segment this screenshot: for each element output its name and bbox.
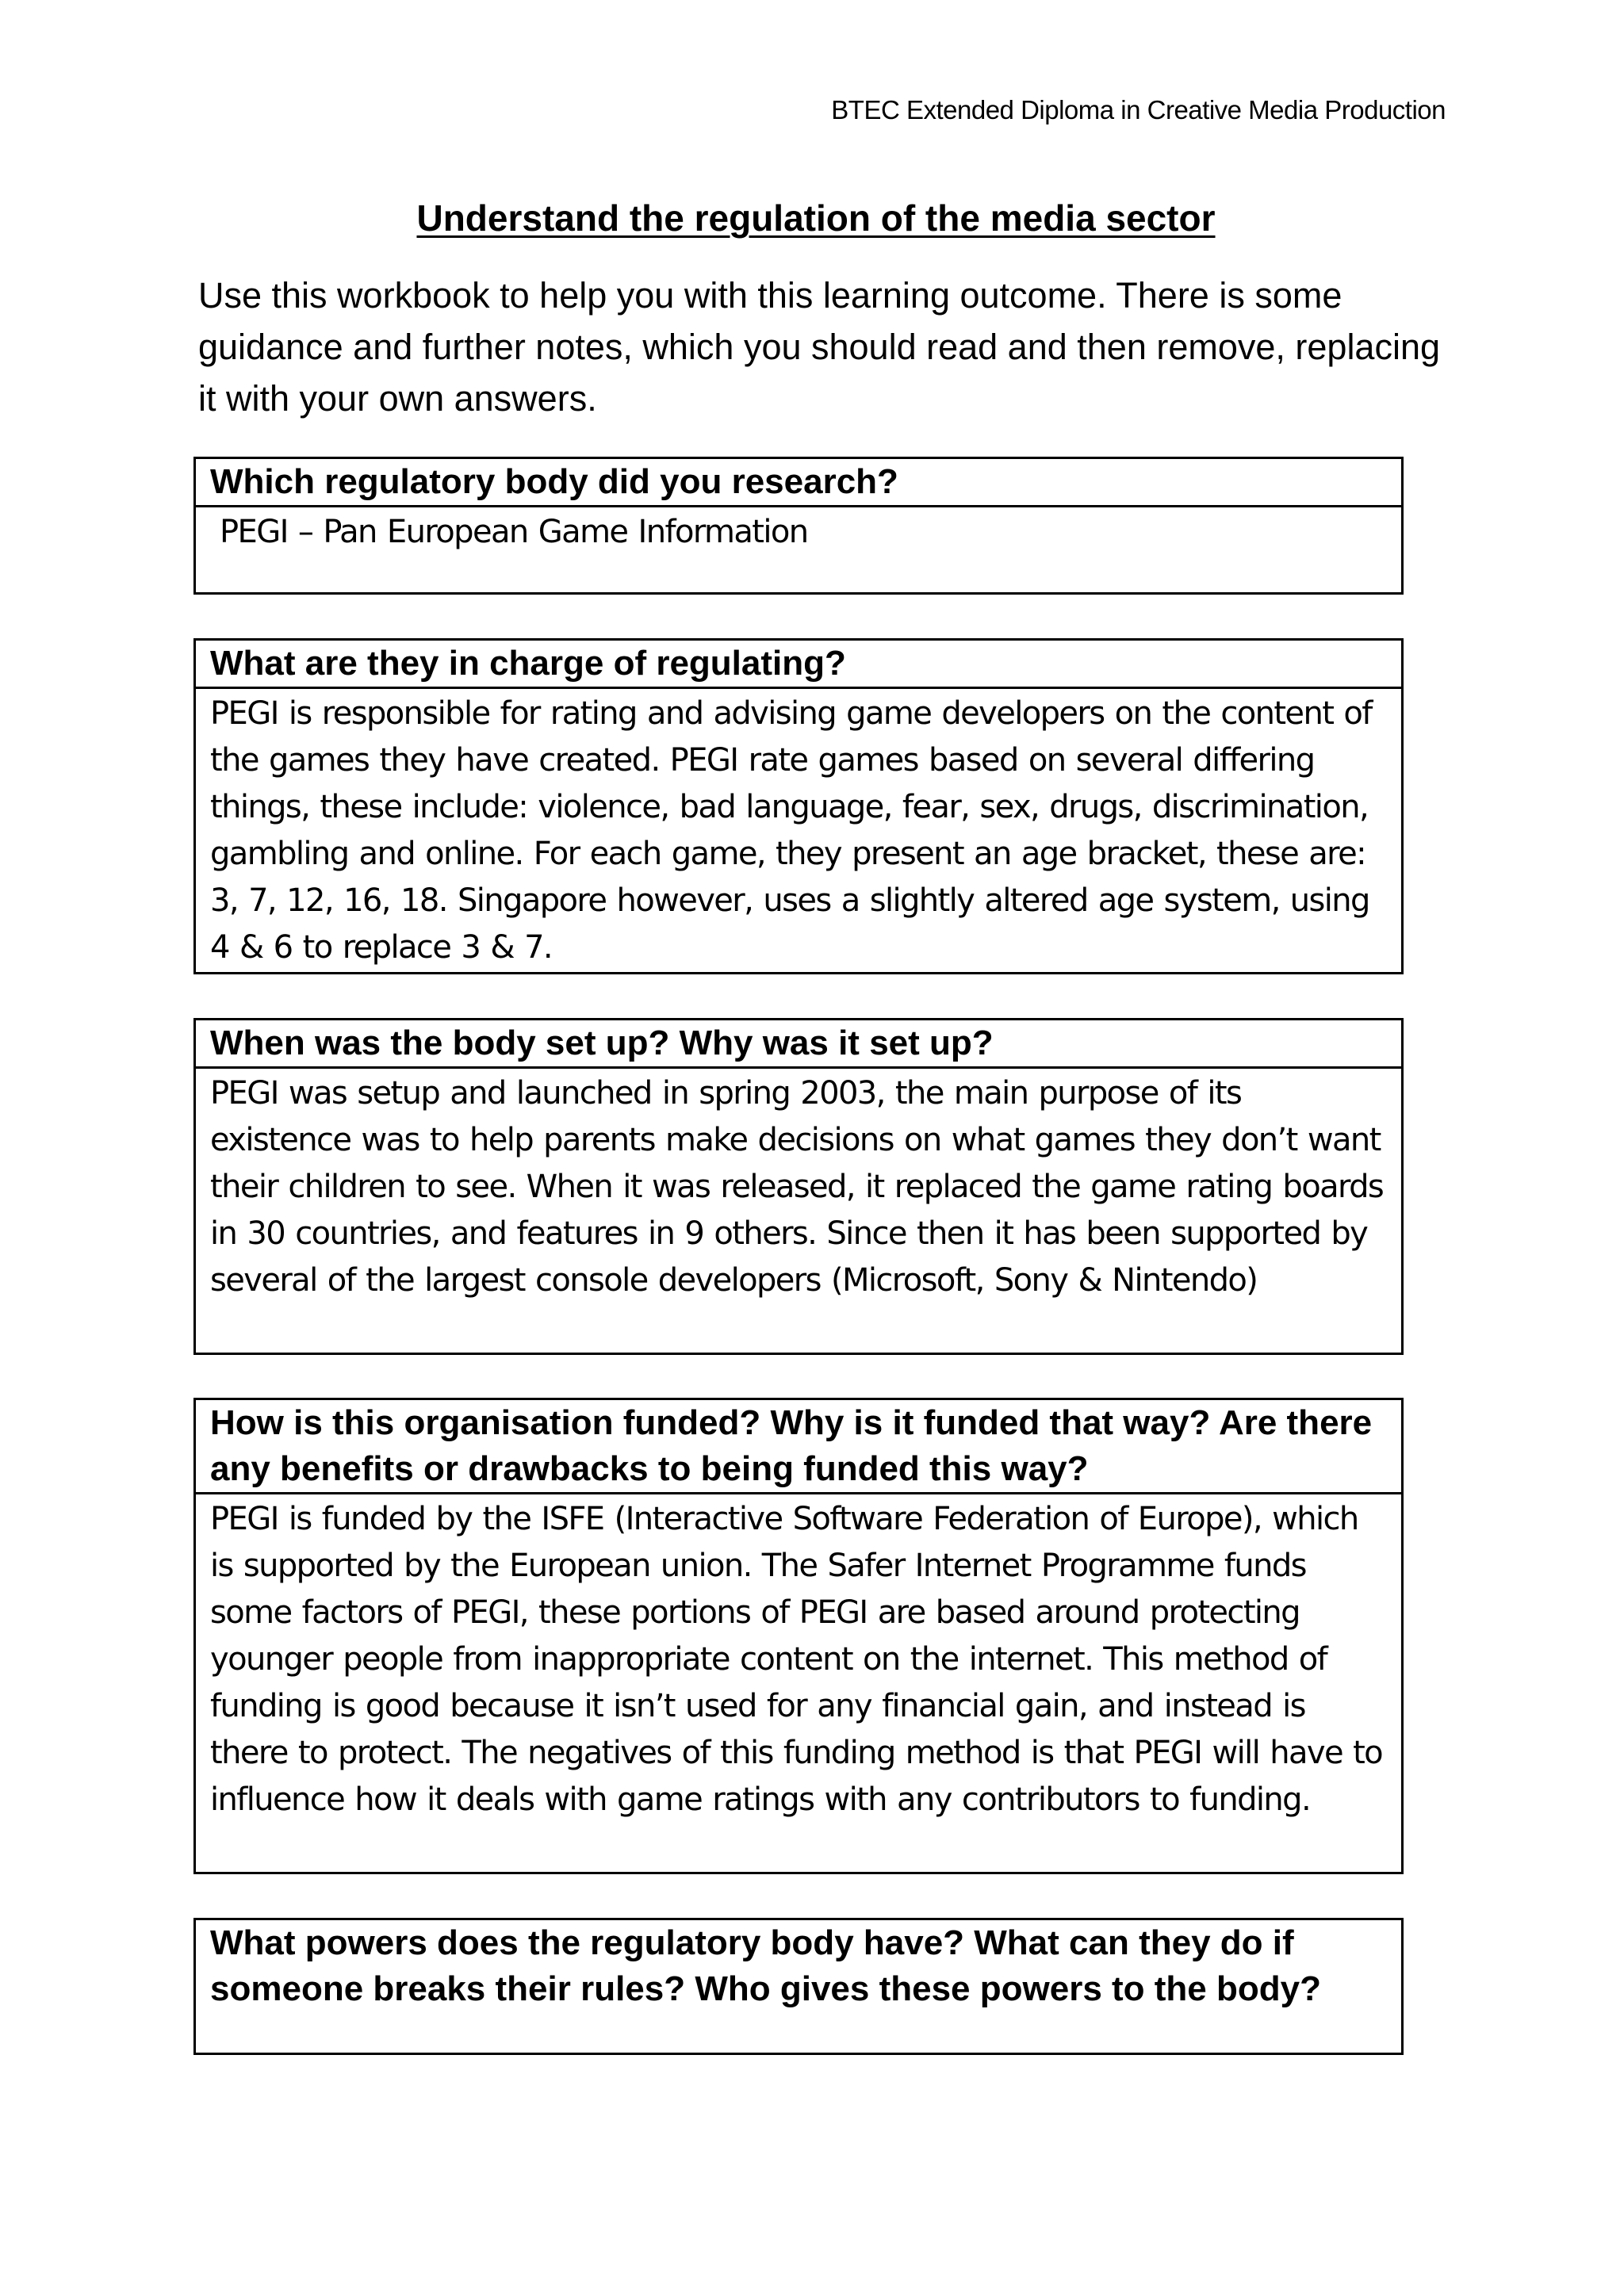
question-regulatory-body: Which regulatory body did you research?	[196, 459, 1401, 507]
page-title-text: Understand the regulation of the media sector	[416, 197, 1216, 239]
answer-setup[interactable]: PEGI was setup and launched in spring 2003, the main purpose of its existence was to help parents make decisions on what games they don’t want their children to see. When it was released, it replaced the game rating boards in 30 countries, and features in 9 others. Since then it has been supported by several of the largest console developers (Microsoft, Sony & Nintendo)	[210, 1075, 1384, 1299]
qa-box-regulating	[193, 638, 1404, 974]
qa-box-regulatory-body	[193, 457, 1404, 595]
qa-box-funding	[193, 1398, 1404, 1874]
answer-regulating[interactable]: PEGI is responsible for rating and advising game developers on the content of the games they have created. PEGI rate games based on several differing things, these include: violence, bad language, fear, sex, drugs, discrimination, gambling and online. For each game, they present an age bracket, these are: 3, 7, 12, 16, 18. Singapore however, uses a slightly altered age system, using 4 & 6 to replace 3 & 7.	[210, 695, 1372, 966]
answer-funding[interactable]: PEGI is funded by the ISFE (Interactive Software Federation of Europe), which is supported by the European union. The Safer Internet Programme funds some factors of PEGI, these portions of PEGI are based around protecting younger people from inappropriate content on the internet. This method of funding is good because it isn’t used for any financial gain, and instead is there to protect. The negatives of this funding method is that PEGI will have to influence how it deals with game ratings with any contributors to funding.	[210, 1501, 1383, 1818]
page-title	[0, 197, 1624, 239]
question-funding: How is this organisation funded? Why is it funded that way? Are there any benefits or drawbacks to being funded this way?	[196, 1400, 1401, 1494]
qa-box-powers	[193, 1918, 1404, 2055]
answer-regulatory-body[interactable]: PEGI – Pan European Game Information	[220, 514, 808, 550]
question-regulating: What are they in charge of regulating?	[196, 641, 1401, 689]
question-powers: What powers does the regulatory body have? What can they do if someone breaks their rules? Who gives these powers to the body?	[210, 1923, 1321, 2008]
course-header: BTEC Extended Diploma in Creative Media Production	[831, 95, 1446, 124]
question-setup: When was the body set up? Why was it set up?	[196, 1020, 1401, 1069]
qa-box-setup	[193, 1018, 1404, 1355]
intro-paragraph: Use this workbook to help you with this learning outcome. There is some guidance and further notes, which you should read and then remove, replacing it with your own answers.	[198, 275, 1441, 419]
